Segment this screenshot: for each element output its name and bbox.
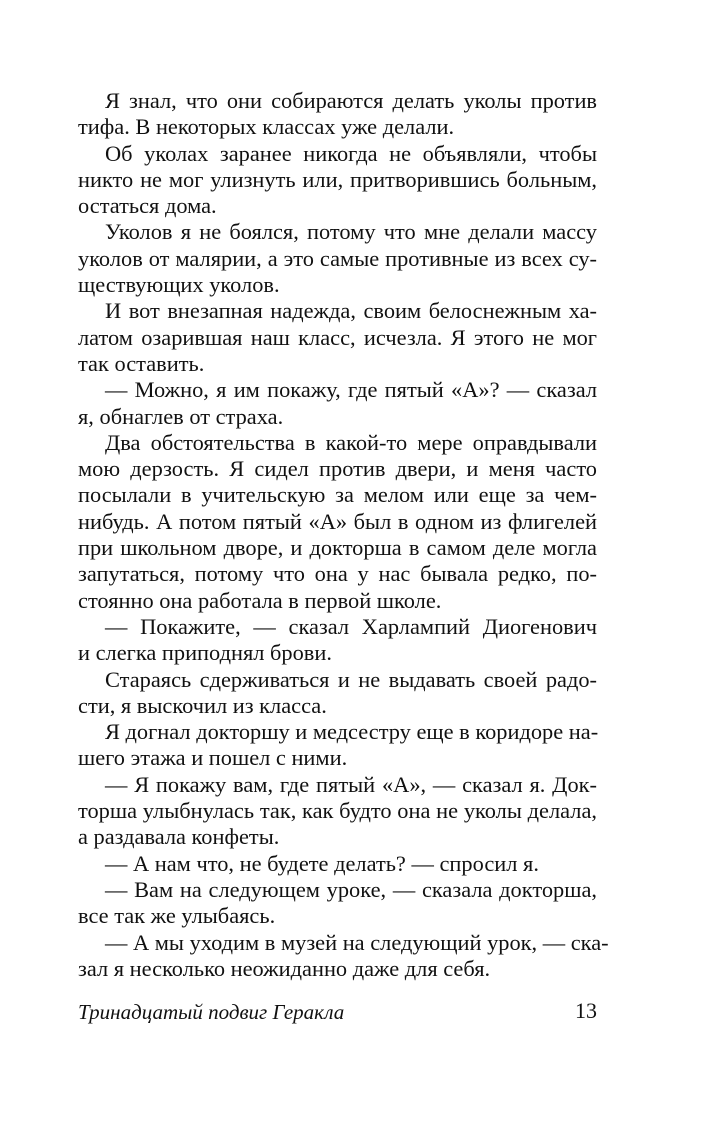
text-line: посылали в учительскую за мелом или еще за чем-	[78, 482, 597, 508]
text-line: так оставить.	[78, 350, 205, 376]
text-line: уколов от малярии, а это самые противные из всех су-	[78, 245, 597, 271]
paragraph	[78, 719, 597, 772]
text-line: — А мы уходим в музей на следующий урок, — ска-	[105, 929, 609, 955]
text-line: при школьном дворе, и докторша в самом деле могла	[78, 535, 597, 561]
body-text	[78, 88, 609, 982]
text-line: зал я несколько неожиданно даже для себя.	[78, 955, 491, 981]
text-line: а раздавала конфеты.	[78, 824, 280, 850]
text-line: Два обстоятельства в какой-то мере оправдывали	[105, 429, 597, 455]
text-line: Об уколах заранее никогда не объявляли, чтобы	[105, 140, 597, 166]
text-line: И вот внезапная надежда, своим белоснежным ха-	[105, 298, 597, 324]
text-line: — Вам на следующем уроке, — сказала докторша,	[105, 876, 597, 902]
text-line: я, обнаглев от страха.	[78, 403, 284, 429]
paragraph	[78, 929, 609, 983]
running-footer-title: Тринадцатый подвиг Геракла	[78, 1000, 345, 1024]
text-line: и слегка приподнял брови.	[78, 640, 332, 666]
text-line: запутаться, потому что она у нас бывала редко, по-	[78, 561, 597, 587]
text-line: шего этажа и пошел с ними.	[78, 745, 348, 771]
text-line: стоянно она работала в первой школе.	[78, 587, 442, 613]
text-line: Я знал, что они собираются делать уколы против	[105, 88, 597, 113]
paragraph	[78, 667, 597, 720]
paragraph	[78, 141, 597, 220]
text-line: нибудь. А потом пятый «А» был в одном из флигелей	[78, 508, 597, 534]
text-line: Уколов я не боялся, потому что мне делали массу	[105, 219, 597, 245]
text-line: Стараясь сдерживаться и не выдавать своей радо-	[105, 666, 597, 692]
paragraph	[78, 219, 597, 298]
text-line: остаться дома.	[78, 193, 217, 219]
text-line: ществующих уколов.	[78, 272, 280, 298]
text-line: торша улыбнулась так, как будто она не уколы делала,	[78, 798, 597, 824]
paragraph	[78, 772, 597, 851]
text-line: — Я покажу вам, где пятый «А», — сказал я. Док-	[105, 771, 597, 797]
paragraph	[78, 88, 597, 141]
text-line: — Покажите, — сказал Харлампий Диогенович	[105, 613, 597, 639]
text-line: латом озарившая наш класс, исчезла. Я этого не мог	[78, 324, 597, 350]
paragraph	[78, 851, 597, 877]
paragraph	[78, 298, 597, 377]
text-line: тифа. В некоторых классах уже делали.	[78, 114, 455, 140]
paragraph	[78, 877, 597, 930]
paragraph	[78, 430, 597, 614]
text-line: — Можно, я им покажу, где пятый «А»? — сказал	[105, 377, 597, 403]
text-line: Я догнал докторшу и медсестру еще в коридоре на-	[105, 719, 599, 745]
text-line: никто не мог улизнуть или, притворившись больным,	[78, 166, 597, 192]
paragraph	[78, 614, 597, 667]
text-line: мою дерзость. Я сидел против двери, и меня часто	[78, 456, 597, 482]
text-line: все так же улыбаясь.	[78, 903, 276, 929]
text-line: сти, я выскочил из класса.	[78, 692, 327, 718]
paragraph	[78, 377, 597, 430]
text-line: — А нам что, не будете делать? — спросил я.	[105, 850, 539, 876]
page-number: 13	[575, 998, 597, 1023]
